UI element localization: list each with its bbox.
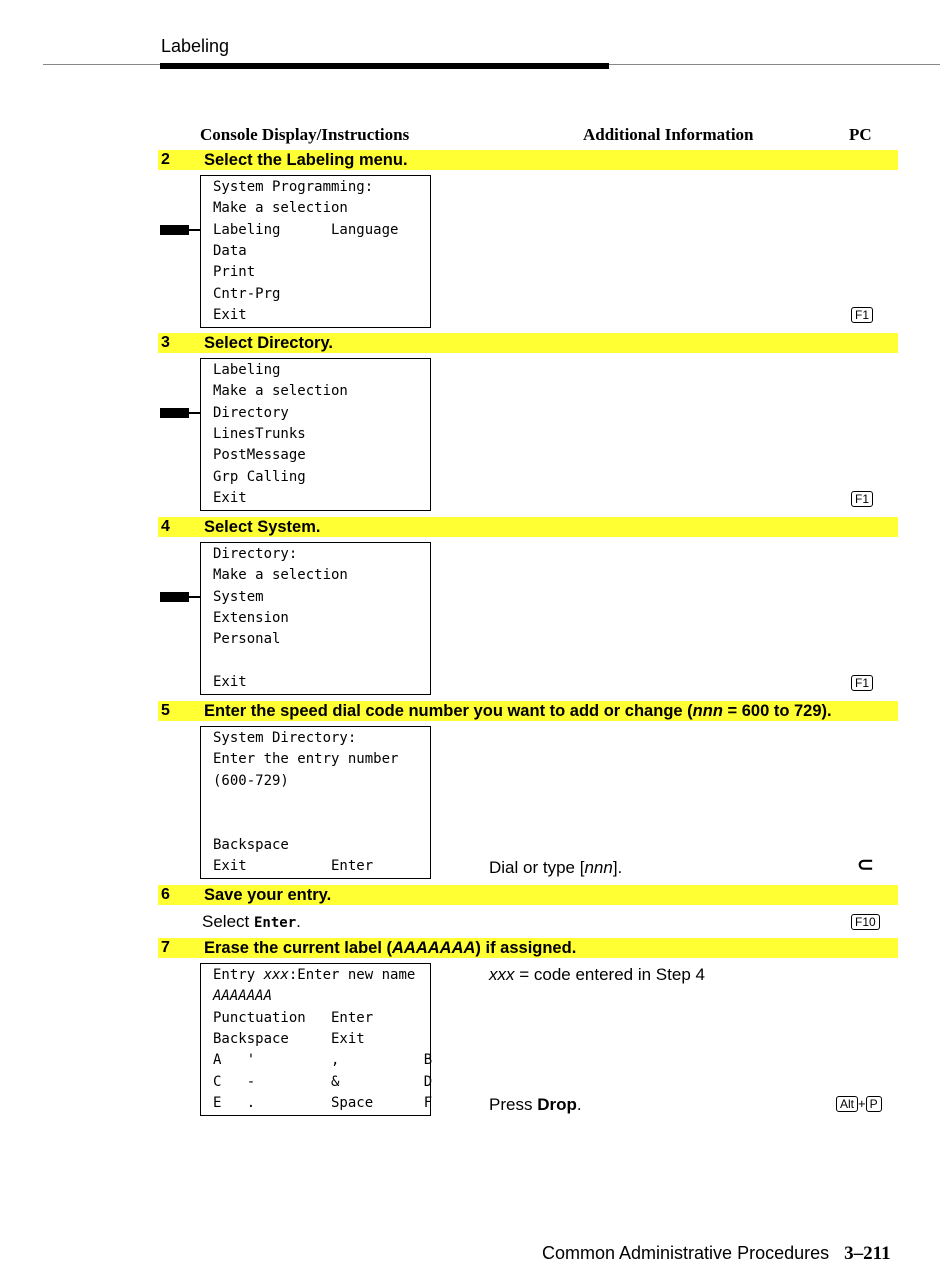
p-key: P	[866, 1096, 882, 1112]
screen-line: A ' , B	[213, 1052, 433, 1068]
screen-line: Make a selection	[213, 383, 348, 399]
screen-line: Print	[213, 264, 256, 280]
running-head: Labeling	[161, 36, 230, 56]
step-title-variable: nnn	[692, 702, 723, 720]
enter-option: Enter	[253, 915, 297, 931]
step-title-text: Enter the speed dial code number you want to add or change (	[204, 702, 693, 720]
screen-line: Exit	[213, 490, 247, 506]
step-number: 3	[161, 334, 170, 351]
step-number: 2	[161, 151, 170, 168]
f1-key: F1	[851, 307, 873, 323]
info-text: Dial or type [	[489, 858, 585, 877]
step-7-bar	[158, 938, 898, 958]
column-heading-info: Additional Information	[583, 125, 754, 144]
f1-key: F1	[851, 491, 873, 507]
column-heading-pc: PC	[849, 125, 872, 144]
plus-sign: +	[858, 1096, 866, 1111]
selection-pointer-line	[189, 596, 200, 598]
step-number: 5	[161, 702, 170, 719]
selection-pointer	[160, 408, 189, 418]
selection-pointer-line	[189, 412, 200, 414]
console-screen-step-3	[200, 358, 431, 511]
screen-line	[213, 967, 415, 983]
info-text: = code entered in Step 4	[514, 965, 705, 984]
f10-key: F10	[851, 914, 880, 930]
console-screen-step-7	[200, 963, 431, 1116]
additional-info	[489, 858, 622, 878]
step-number: 7	[161, 939, 170, 956]
screen-line: Exit	[213, 674, 247, 690]
info-text: Press	[489, 1095, 538, 1114]
screen-line: (600-729)	[213, 773, 289, 789]
return-arrow-icon: ⊂	[857, 854, 874, 876]
screen-line: System Directory:	[213, 730, 357, 746]
info-variable: xxx	[489, 965, 515, 984]
screen-line: E . Space F	[213, 1095, 433, 1111]
step-title-text: ) if assigned.	[475, 939, 577, 957]
selection-pointer	[160, 592, 189, 602]
screen-line: Data	[213, 243, 247, 259]
screen-line: PostMessage	[213, 447, 306, 463]
header-bar	[160, 63, 609, 69]
screen-line: Backspace	[213, 837, 289, 853]
screen-line: Grp Calling	[213, 469, 306, 485]
screen-line: Directory	[213, 405, 289, 421]
info-variable: nnn	[584, 858, 613, 877]
screen-line: Cntr-Prg	[213, 286, 281, 302]
footer	[542, 1243, 891, 1265]
step-number: 4	[161, 518, 170, 535]
info-text: .	[576, 1095, 582, 1114]
screen-line: LinesTrunks	[213, 426, 306, 442]
drop-key-label: Drop	[537, 1095, 577, 1114]
step-number: 6	[161, 886, 170, 903]
console-screen-step-4	[200, 542, 431, 695]
footer-title: Common Administrative Procedures	[542, 1243, 830, 1263]
screen-line: Labeling Language	[213, 222, 399, 238]
step-title-text: Erase the current label (	[204, 939, 392, 957]
instruction-text: .	[296, 912, 301, 931]
screen-text: Entry	[213, 967, 264, 983]
console-screen-step-2	[200, 175, 431, 328]
step-title-variable: AAAAAAA	[392, 939, 476, 957]
f1-key: F1	[851, 675, 873, 691]
additional-info	[489, 965, 705, 985]
screen-text: :Enter new name	[288, 967, 416, 983]
page-number: 3–211	[844, 1243, 891, 1264]
selection-pointer	[160, 225, 189, 235]
step-6-instruction	[202, 912, 301, 932]
screen-line: System	[213, 589, 264, 605]
console-screen-step-5	[200, 726, 431, 879]
screen-line: Exit	[213, 307, 247, 323]
column-heading-console: Console Display/Instructions	[200, 125, 410, 144]
step-2-bar	[158, 150, 898, 170]
screen-line: Backspace Exit	[213, 1031, 365, 1047]
screen-line: Make a selection	[213, 200, 348, 216]
step-title: Select System.	[204, 518, 321, 536]
screen-line: Punctuation Enter	[213, 1010, 374, 1026]
info-text: ].	[612, 858, 623, 877]
alt-key: Alt	[836, 1096, 858, 1112]
step-6-bar	[158, 885, 898, 905]
step-4-bar	[158, 517, 898, 537]
screen-line: C - & D	[213, 1074, 433, 1090]
screen-line: Personal	[213, 631, 281, 647]
screen-line: Extension	[213, 610, 289, 626]
selection-pointer-line	[189, 229, 200, 231]
screen-variable: xxx	[263, 967, 289, 983]
screen-line: AAAAAAA	[213, 988, 273, 1004]
step-title: Select the Labeling menu.	[204, 151, 408, 169]
step-title-text: = 600 to 729).	[722, 702, 832, 720]
step-5-bar	[158, 701, 898, 721]
screen-line: Make a selection	[213, 567, 348, 583]
step-title	[204, 938, 576, 958]
additional-info	[489, 1095, 582, 1115]
step-title: Select Directory.	[204, 334, 334, 352]
step-title: Save your entry.	[204, 886, 332, 904]
screen-line: Enter the entry number	[213, 751, 399, 767]
screen-line: Labeling	[213, 362, 281, 378]
screen-line: Directory:	[213, 546, 298, 562]
alt-p-key-combo	[836, 1096, 882, 1111]
instruction-text: Select	[202, 912, 254, 931]
screen-line: System Programming:	[213, 179, 374, 195]
screen-line: Exit Enter	[213, 858, 374, 874]
step-3-bar	[158, 333, 898, 353]
step-title	[204, 701, 832, 721]
